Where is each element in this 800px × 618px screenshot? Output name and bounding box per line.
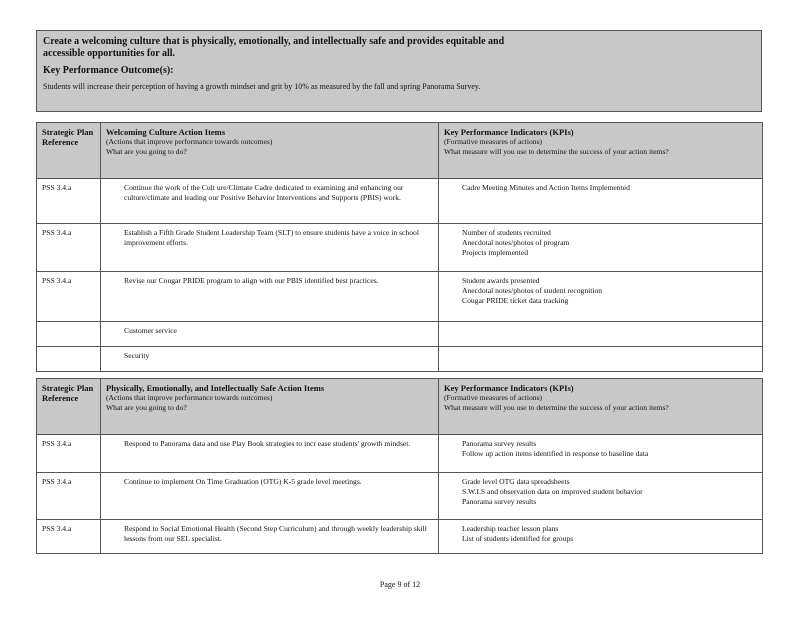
action-header-title: Physically, Emotionally, and Intellectually Safe Action Items (106, 383, 325, 393)
bullet-icon (444, 497, 462, 507)
safe-action-table (36, 378, 763, 554)
bullet-icon (444, 183, 462, 193)
list-item: Student awards presented (444, 276, 757, 286)
action-header-sub: (Actions that improve performance towards outcomes) (106, 393, 273, 402)
kpo-text: Students will increase their perception of having a growth mindset and grit by 10% as measured by the fall and spring Panorama Survey. (43, 82, 481, 91)
goal-statement-cont: accessible opportunities for all. (43, 48, 176, 59)
list-item: Leadership teacher lesson plans (444, 524, 757, 534)
ref-cell: PSS 3.4.a (37, 179, 101, 224)
bullet-icon (444, 296, 462, 306)
ref-cell: PSS 3.4.a (37, 520, 101, 554)
bullet-icon (444, 524, 462, 534)
list-item: Grade level OTG data spreadsheets (444, 477, 757, 487)
list-item: Continue to implement On Time Graduation (OTG) K-5 grade level meetings. (106, 477, 433, 487)
kpi-header-question: What measure will you use to determine the success of your action items? (444, 147, 669, 156)
bullet-icon (444, 248, 462, 258)
list-item: Customer service (106, 326, 433, 336)
action-header-question: What are you going to do? (106, 403, 187, 412)
bullet-icon (106, 326, 124, 336)
table-row (37, 435, 763, 473)
bullet-icon (106, 439, 124, 449)
document-page (36, 30, 762, 554)
bullet-icon (444, 449, 462, 459)
kpo-label: Key Performance Outcome(s): (43, 65, 174, 76)
list-item: Anecdotal notes/photos of program (444, 238, 757, 248)
bullet-icon (444, 534, 462, 544)
ref-cell: PSS 3.4.a (37, 473, 101, 520)
kpi-header-title: Key Performance Indicators (KPIs) (444, 383, 574, 393)
table-row (37, 347, 763, 372)
list-item: Projects implemented (444, 248, 757, 258)
bullet-icon (106, 524, 124, 544)
bullet-icon (444, 286, 462, 296)
list-item: Cadre Meeting Minutes and Action Items Implemented (444, 183, 757, 193)
list-item: Continue the work of the Cult ure/Climate Cadre dedicated to examining and enhancing our culture/climate and leading our Positive Behavior Interventions and Supports (PBIS) work. (106, 183, 433, 203)
kpi-header-sub: (Formative measures of actions) (444, 137, 543, 146)
action-header-sub: (Actions that improve performance towards outcomes) (106, 137, 273, 146)
table-row (37, 322, 763, 347)
bullet-icon (444, 238, 462, 248)
bullet-icon (106, 477, 124, 487)
ref-cell (37, 347, 101, 372)
bullet-icon (444, 276, 462, 286)
action-header-title: Welcoming Culture Action Items (106, 127, 226, 137)
list-item: Panorama survey results (444, 497, 757, 507)
ref-cell: PSS 3.4.a (37, 435, 101, 473)
kpi-header-title: Key Performance Indicators (KPIs) (444, 127, 574, 137)
ref-header: Strategic Plan Reference (42, 127, 94, 147)
ref-cell: PSS 3.4.a (37, 224, 101, 272)
table-row (37, 520, 763, 554)
list-item: Panorama survey results (444, 439, 757, 449)
bullet-icon (106, 276, 124, 286)
goal-statement: Create a welcoming culture that is physically, emotionally, and intellectually safe and provides equitable and (43, 36, 505, 47)
table-row (37, 473, 763, 520)
list-item: S.W.I.S and observation data on improved student behavior (444, 487, 757, 497)
page-number: Page 9 of 12 (379, 580, 421, 589)
table-row (37, 224, 763, 272)
bullet-icon (106, 351, 124, 361)
action-header-question: What are you going to do? (106, 147, 187, 156)
list-item: Number of students recruited (444, 228, 757, 238)
bullet-icon (444, 477, 462, 487)
bullet-icon (444, 487, 462, 497)
table-row (37, 179, 763, 224)
list-item: Cougar PRIDE ticket data tracking (444, 296, 757, 306)
table-row (37, 272, 763, 322)
table-header-row (37, 379, 763, 435)
list-item: Respond to Panorama data and use Play Book strategies to incr ease students' growth mindset. (106, 439, 433, 449)
kpi-header-sub: (Formative measures of actions) (444, 393, 543, 402)
list-item: Anecdotal notes/photos of student recognition (444, 286, 757, 296)
list-item: Security (106, 351, 433, 361)
ref-cell (37, 322, 101, 347)
bullet-icon (106, 228, 124, 248)
kpi-header-question: What measure will you use to determine the success of your action items? (444, 403, 669, 412)
bullet-icon (444, 228, 462, 238)
ref-cell: PSS 3.4.a (37, 272, 101, 322)
bullet-icon (444, 439, 462, 449)
ref-header: Strategic Plan Reference (42, 383, 94, 403)
list-item: List of students identified for groups (444, 534, 757, 544)
list-item: Revise our Cougar PRIDE program to align with our PBIS identified best practices. (106, 276, 433, 286)
kpi-cell (439, 347, 763, 372)
goal-box (36, 30, 762, 112)
kpi-cell (439, 322, 763, 347)
welcoming-culture-table (36, 122, 763, 372)
list-item: Establish a Fifth Grade Student Leadership Team (SLT) to ensure students have a voice in school improvement efforts. (106, 228, 433, 248)
table-header-row (37, 123, 763, 179)
bullet-icon (106, 183, 124, 203)
list-item: Respond to Social Emotional Health (Second Step Curriculum) and through weekly leadership skill lessons from our SEL specialist. (106, 524, 433, 544)
list-item: Follow up action items identified in response to baseline data (444, 449, 757, 459)
